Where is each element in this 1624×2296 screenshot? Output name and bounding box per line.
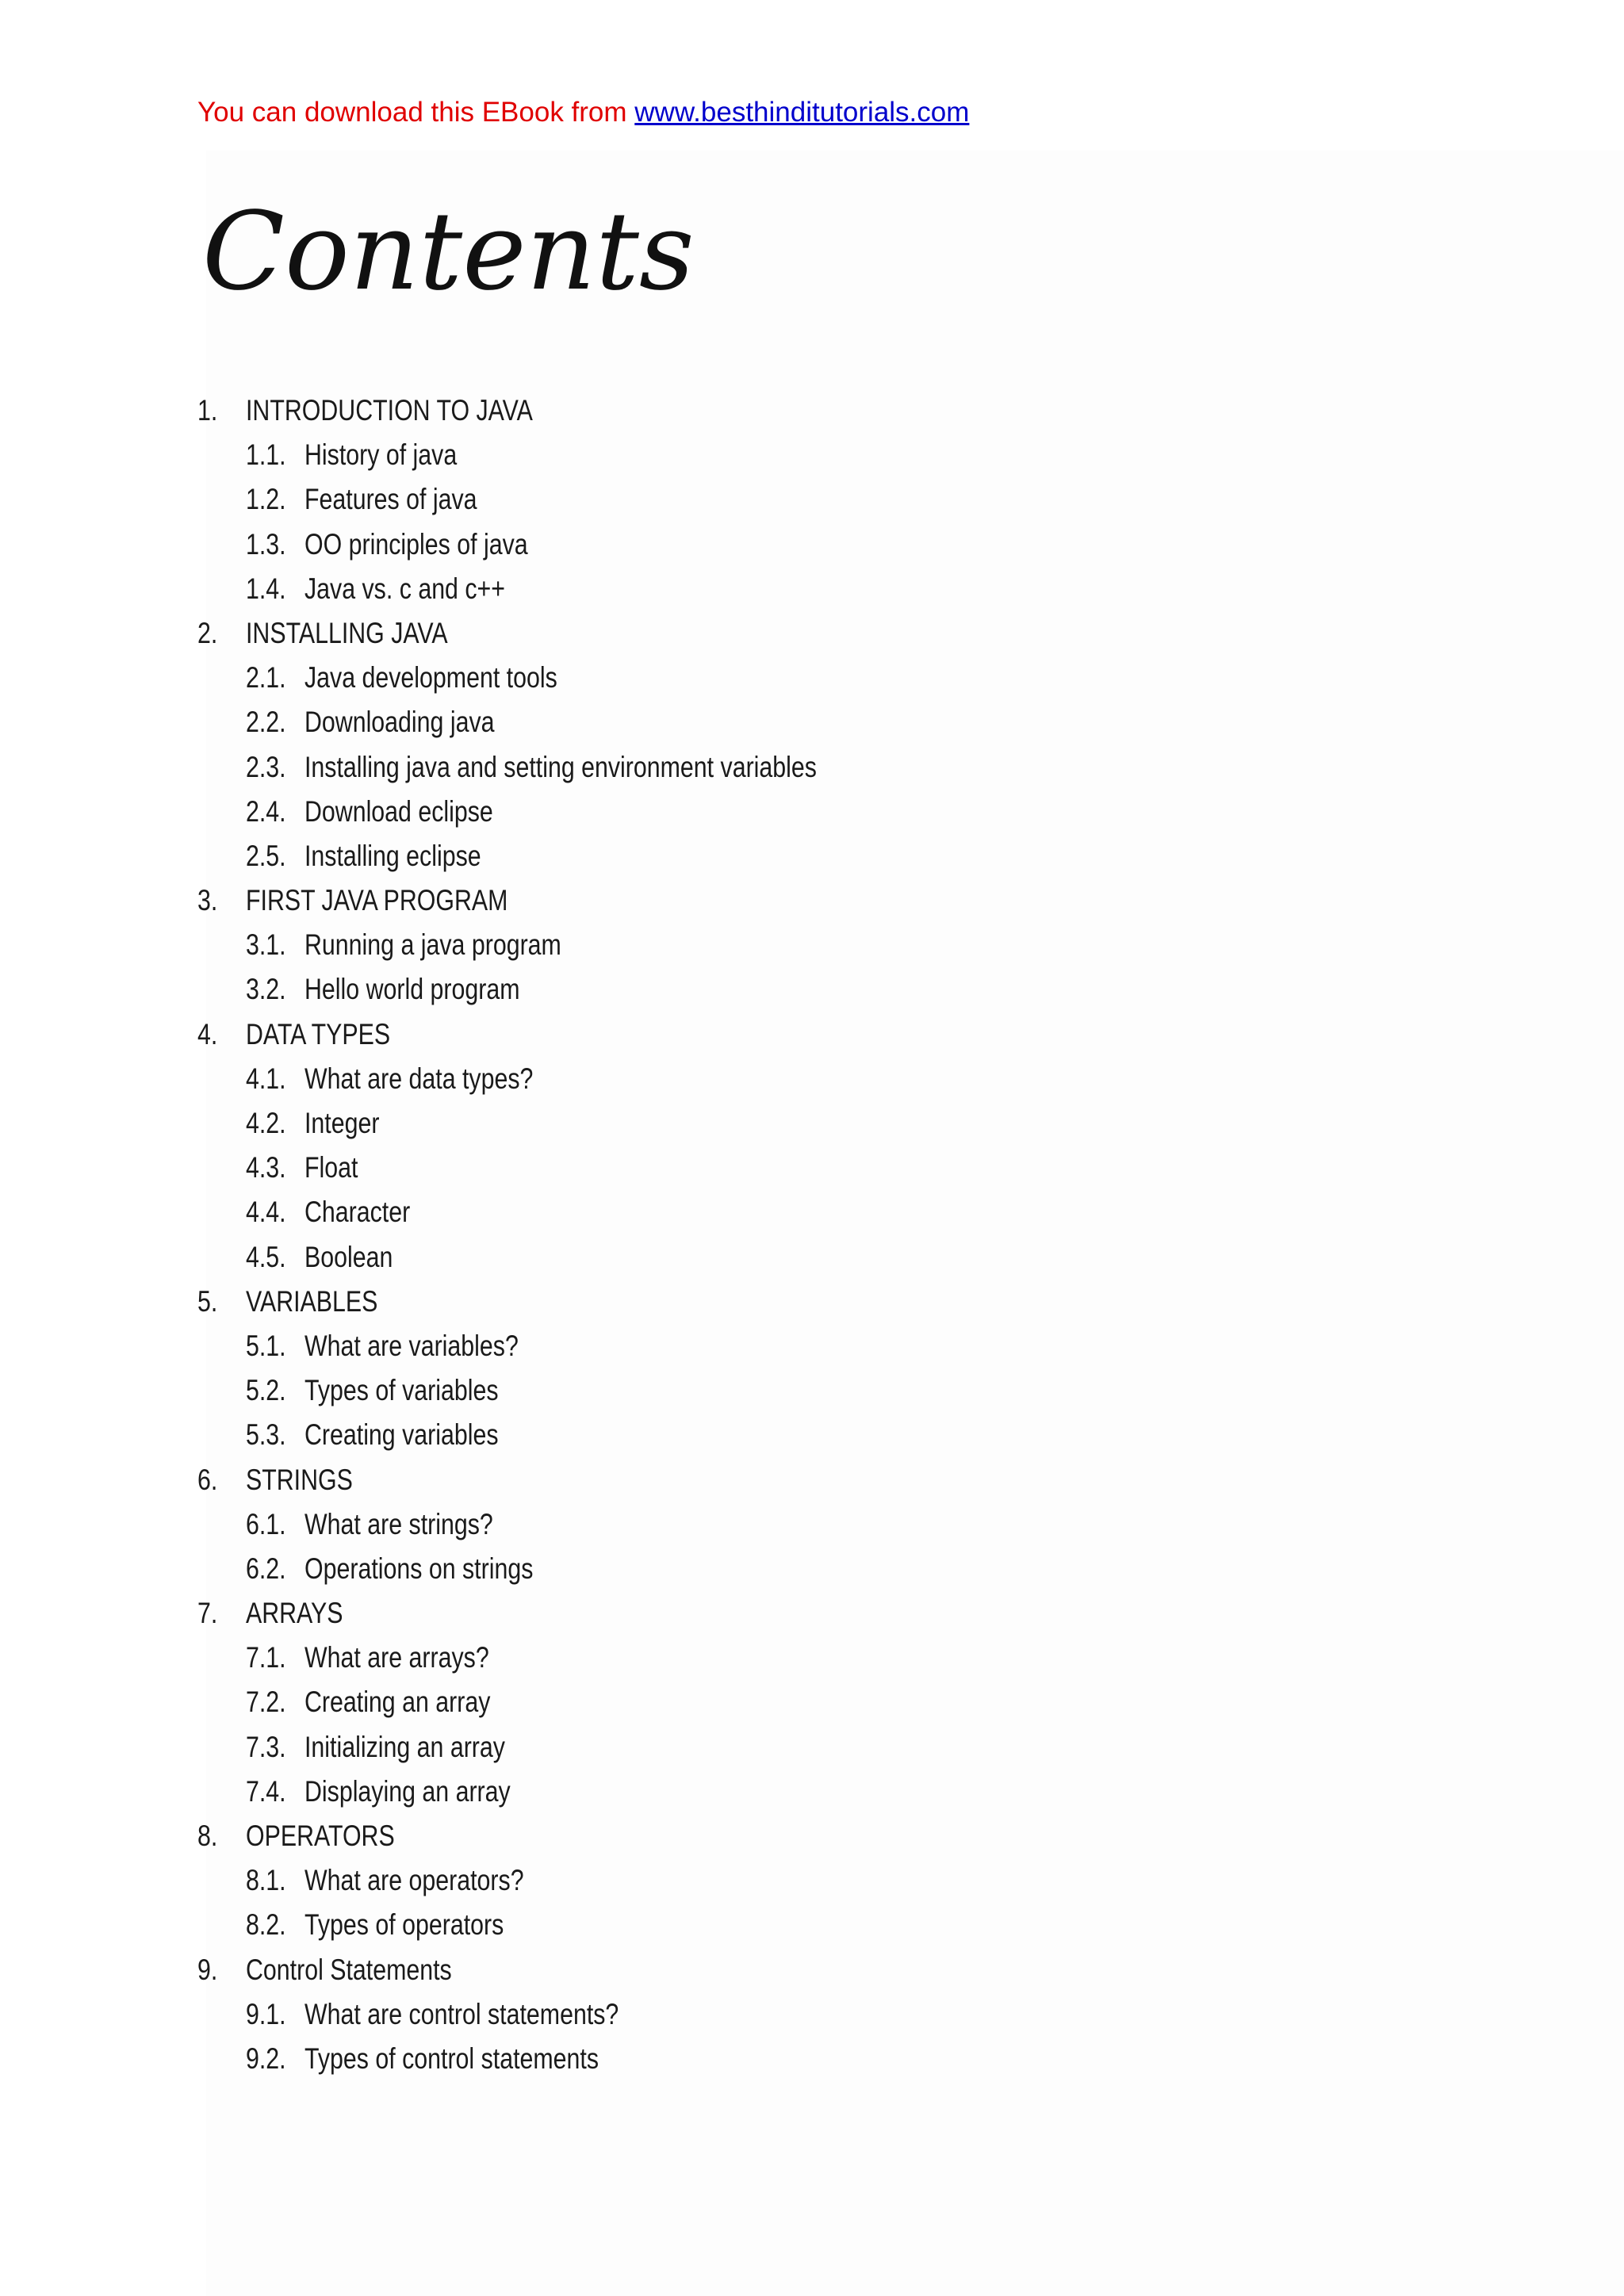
toc-entry-number: 9.1. <box>246 1997 286 2030</box>
toc-entry-label: Installing java and setting environment variables <box>304 750 817 783</box>
toc-entry-number: 8. <box>197 1820 218 1852</box>
toc-entry-number: 4. <box>197 1017 218 1050</box>
toc-entry-number: 1.3. <box>246 527 286 561</box>
toc-entry-label: Types of variables <box>304 1374 499 1407</box>
toc-entry-number: 7. <box>197 1597 218 1630</box>
toc-entry-number: 3.2. <box>246 973 286 1006</box>
toc-entry-label: What are control statements? <box>304 1997 619 2030</box>
toc-entry-label: What are strings? <box>304 1507 493 1540</box>
page-title: Contents <box>202 189 695 315</box>
toc-entry-number: 2.1. <box>246 661 286 695</box>
toc-entry-number: 4.1. <box>246 1062 286 1095</box>
toc-chapter-entry[interactable] <box>0 388 1624 433</box>
toc-entry-label: INTRODUCTION TO JAVA <box>246 394 533 427</box>
toc-entry-number: 3. <box>197 884 218 917</box>
toc-section-entry[interactable] <box>0 1680 1624 1724</box>
toc-entry-number: 8.1. <box>246 1864 286 1897</box>
website-link[interactable]: www.besthinditutorials.com <box>634 97 970 128</box>
toc-entry-label: OPERATORS <box>246 1820 395 1852</box>
toc-entry-label: OO principles of java <box>304 527 528 561</box>
toc-entry-label: Control Statements <box>246 1953 452 1986</box>
toc-section-entry[interactable] <box>0 1413 1624 1457</box>
toc-entry-number: 9. <box>197 1953 218 1986</box>
toc-entry-number: 5.1. <box>246 1329 286 1362</box>
toc-entry-label: Downloading java <box>304 706 495 739</box>
toc-entry-number: 4.5. <box>246 1240 286 1273</box>
toc-section-entry[interactable] <box>0 834 1624 878</box>
toc-entry-number: 2.2. <box>246 706 286 739</box>
toc-entry-number: 1.1. <box>246 438 286 472</box>
toc-section-entry[interactable] <box>0 1725 1624 1770</box>
toc-entry-number: 4.3. <box>246 1151 286 1184</box>
toc-entry-number: 1.2. <box>246 483 286 516</box>
toc-section-entry[interactable] <box>0 433 1624 477</box>
toc-section-entry[interactable] <box>0 745 1624 790</box>
toc-chapter-entry[interactable] <box>0 611 1624 656</box>
toc-entry-label: Boolean <box>304 1240 393 1273</box>
toc-entry-number: 7.4. <box>246 1774 286 1808</box>
toc-entry-number: 8.2. <box>246 1908 286 1942</box>
toc-section-entry[interactable] <box>0 1502 1624 1547</box>
toc-section-entry[interactable] <box>0 1057 1624 1101</box>
toc-entry-label: Types of control statements <box>304 2042 599 2075</box>
toc-entry-label: DATA TYPES <box>246 1017 391 1050</box>
toc-entry-number: 1.4. <box>246 572 286 605</box>
toc-entry-label: Running a java program <box>304 928 561 962</box>
toc-entry-number: 5.2. <box>246 1374 286 1407</box>
toc-chapter-entry[interactable] <box>0 1280 1624 1324</box>
toc-entry-label: ARRAYS <box>246 1597 343 1630</box>
toc-entry-number: 2. <box>197 616 218 649</box>
toc-entry-number: 6.1. <box>246 1507 286 1540</box>
toc-section-entry[interactable] <box>0 1636 1624 1680</box>
toc-section-entry[interactable] <box>0 923 1624 967</box>
toc-entry-number: 1. <box>197 394 218 427</box>
toc-entry-label: Types of operators <box>304 1908 504 1942</box>
toc-entry-label: Displaying an array <box>304 1774 511 1808</box>
toc-section-entry[interactable] <box>0 567 1624 611</box>
toc-entry-number: 4.4. <box>246 1196 286 1229</box>
toc-entry-number: 7.2. <box>246 1686 286 1719</box>
toc-entry-label: VARIABLES <box>246 1284 378 1318</box>
toc-entry-number: 9.2. <box>246 2042 286 2075</box>
toc-section-entry[interactable] <box>0 1324 1624 1368</box>
table-of-contents <box>0 388 1624 2081</box>
toc-entry-label: Character <box>304 1196 411 1229</box>
toc-entry-label: History of java <box>304 438 458 472</box>
toc-section-entry[interactable] <box>0 1992 1624 2037</box>
toc-entry-label: Operations on strings <box>304 1552 534 1585</box>
toc-chapter-entry[interactable] <box>0 1012 1624 1057</box>
toc-entry-label: Java development tools <box>304 661 557 695</box>
toc-section-entry[interactable] <box>0 2037 1624 2081</box>
toc-entry-number: 2.4. <box>246 794 286 828</box>
toc-section-entry[interactable] <box>0 967 1624 1012</box>
toc-section-entry[interactable] <box>0 1190 1624 1234</box>
toc-chapter-entry[interactable] <box>0 1591 1624 1636</box>
toc-section-entry[interactable] <box>0 1101 1624 1146</box>
toc-entry-number: 2.3. <box>246 750 286 783</box>
toc-entry-label: Download eclipse <box>304 794 493 828</box>
toc-chapter-entry[interactable] <box>0 878 1624 923</box>
toc-entry-number: 6. <box>197 1463 218 1496</box>
toc-section-entry[interactable] <box>0 1770 1624 1814</box>
toc-entry-label: Creating an array <box>304 1686 491 1719</box>
toc-section-entry[interactable] <box>0 1146 1624 1190</box>
toc-section-entry[interactable] <box>0 1903 1624 1947</box>
toc-entry-label: Installing eclipse <box>304 839 481 872</box>
toc-section-entry[interactable] <box>0 656 1624 700</box>
toc-entry-label: Creating variables <box>304 1418 499 1452</box>
toc-entry-label: Initializing an array <box>304 1730 505 1763</box>
toc-section-entry[interactable] <box>0 790 1624 834</box>
download-notice-text: You can download this EBook from <box>197 97 635 128</box>
toc-section-entry[interactable] <box>0 1547 1624 1591</box>
toc-entry-label: What are operators? <box>304 1864 524 1897</box>
toc-entry-number: 4.2. <box>246 1107 286 1139</box>
toc-entry-label: What are variables? <box>304 1329 519 1362</box>
toc-entry-number: 6.2. <box>246 1552 286 1585</box>
toc-entry-label: What are arrays? <box>304 1641 489 1674</box>
toc-entry-label: Java vs. c and c++ <box>304 572 505 605</box>
toc-section-entry[interactable] <box>0 1858 1624 1903</box>
toc-entry-number: 5. <box>197 1284 218 1318</box>
toc-entry-label: STRINGS <box>246 1463 353 1496</box>
toc-section-entry[interactable] <box>0 700 1624 744</box>
toc-entry-number: 7.3. <box>246 1730 286 1763</box>
toc-entry-number: 2.5. <box>246 839 286 872</box>
toc-chapter-entry[interactable] <box>0 1814 1624 1858</box>
toc-section-entry[interactable] <box>0 522 1624 567</box>
toc-section-entry[interactable] <box>0 477 1624 522</box>
toc-entry-label: Hello world program <box>304 973 520 1006</box>
toc-entry-number: 3.1. <box>246 928 286 962</box>
toc-section-entry[interactable] <box>0 1235 1624 1280</box>
toc-entry-label: Features of java <box>304 483 477 516</box>
toc-entry-number: 7.1. <box>246 1641 286 1674</box>
download-notice <box>197 97 969 128</box>
toc-entry-label: FIRST JAVA PROGRAM <box>246 884 508 917</box>
toc-entry-number: 5.3. <box>246 1418 286 1452</box>
toc-chapter-entry[interactable] <box>0 1458 1624 1502</box>
toc-entry-label: INSTALLING JAVA <box>246 616 448 649</box>
toc-entry-label: Integer <box>304 1107 380 1139</box>
toc-chapter-entry[interactable] <box>0 1948 1624 1992</box>
toc-entry-label: What are data types? <box>304 1062 534 1095</box>
toc-section-entry[interactable] <box>0 1368 1624 1413</box>
toc-entry-label: Float <box>304 1151 358 1184</box>
